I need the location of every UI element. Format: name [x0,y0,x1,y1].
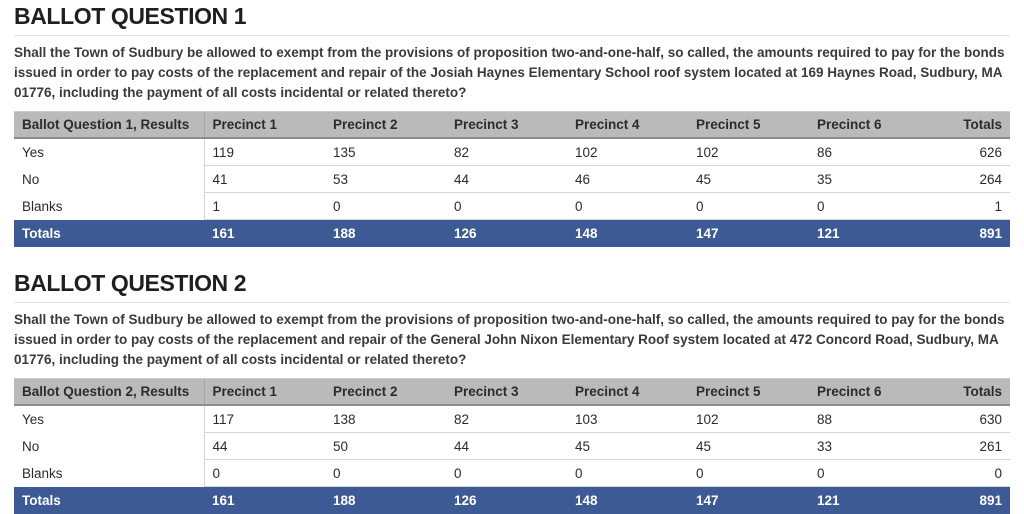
totals-row-label: Totals [14,220,204,248]
column-header-precinct-2: Precinct 2 [325,112,446,139]
table-row-yes [14,138,1010,166]
row-label: Yes [14,405,204,433]
totals-cell: 161 [204,220,325,248]
totals-cell: 161 [204,487,325,514]
table-header-row [14,379,1010,406]
table-cell: 44 [446,433,567,460]
column-header-results: Ballot Question 2, Results [14,379,204,406]
table-cell: 44 [446,166,567,193]
column-header-precinct-6: Precinct 6 [809,379,930,406]
column-header-precinct-5: Precinct 5 [688,112,809,139]
ballot-question-2-section [14,267,1010,514]
ballot-question-1-section [14,0,1010,247]
table-cell: 44 [204,433,325,460]
totals-cell: 126 [446,220,567,248]
totals-cell: 188 [325,220,446,248]
table-header-row [14,112,1010,139]
totals-cell: 148 [567,220,688,248]
table-cell: 0 [325,460,446,487]
totals-cell-grand: 891 [930,487,1010,514]
totals-cell-grand: 891 [930,220,1010,248]
totals-cell: 147 [688,487,809,514]
table-cell-total: 264 [930,166,1010,193]
table-row-yes [14,405,1010,433]
column-header-results: Ballot Question 1, Results [14,112,204,139]
column-header-totals: Totals [930,112,1010,139]
table-cell: 117 [204,405,325,433]
table-cell: 46 [567,166,688,193]
table-cell: 0 [567,460,688,487]
row-label: Blanks [14,193,204,220]
table-cell: 102 [688,138,809,166]
table-cell: 41 [204,166,325,193]
table-cell: 82 [446,405,567,433]
column-header-precinct-4: Precinct 4 [567,112,688,139]
totals-cell: 126 [446,487,567,514]
table-cell-total: 626 [930,138,1010,166]
table-cell: 102 [688,405,809,433]
table-cell: 103 [567,405,688,433]
table-cell: 86 [809,138,930,166]
table-cell: 102 [567,138,688,166]
section-heading: BALLOT QUESTION 1 [14,0,1010,36]
table-cell-total: 0 [930,460,1010,487]
section-heading: BALLOT QUESTION 2 [14,267,1010,303]
table-cell-total: 630 [930,405,1010,433]
table-cell: 0 [204,460,325,487]
table-row-blanks [14,193,1010,220]
table-cell: 45 [688,433,809,460]
column-header-precinct-6: Precinct 6 [809,112,930,139]
table-cell: 82 [446,138,567,166]
table-row-no [14,433,1010,460]
column-header-totals: Totals [930,379,1010,406]
question-text: Shall the Town of Sudbury be allowed to exempt from the provisions of proposition two-and-one-half, so called, the amounts required to pay for the bonds issued in order to pay costs of the replacement and repair of the Josiah Haynes Elementary School roof system located at 169 Haynes Road, Sudbury, MA 01776, including the payment of all costs incidental or related thereto? [14,43,1010,103]
table-totals-row [14,220,1010,248]
column-header-precinct-2: Precinct 2 [325,379,446,406]
row-label: Blanks [14,460,204,487]
table-cell: 35 [809,166,930,193]
question-text: Shall the Town of Sudbury be allowed to exempt from the provisions of proposition two-and-one-half, so called, the amounts required to pay for the bonds issued in order to pay costs of the replacement and repair of the General John Nixon Elementary Roof system located at 472 Concord Road, Sudbury, MA 01776, including the payment of all costs incidental or related thereto? [14,310,1010,370]
totals-cell: 188 [325,487,446,514]
table-cell: 33 [809,433,930,460]
row-label: No [14,433,204,460]
totals-cell: 121 [809,220,930,248]
table-cell-total: 1 [930,193,1010,220]
table-cell: 88 [809,405,930,433]
table-cell: 0 [567,193,688,220]
column-header-precinct-1: Precinct 1 [204,379,325,406]
results-table-question-1 [14,111,1010,247]
row-label: Yes [14,138,204,166]
column-header-precinct-5: Precinct 5 [688,379,809,406]
table-cell: 0 [325,193,446,220]
table-cell: 50 [325,433,446,460]
table-cell: 53 [325,166,446,193]
table-cell: 138 [325,405,446,433]
table-row-no [14,166,1010,193]
table-cell: 0 [688,193,809,220]
table-cell: 0 [446,460,567,487]
totals-cell: 147 [688,220,809,248]
totals-row-label: Totals [14,487,204,514]
table-cell: 0 [688,460,809,487]
table-cell: 0 [809,460,930,487]
row-label: No [14,166,204,193]
table-cell: 0 [809,193,930,220]
table-cell: 119 [204,138,325,166]
table-cell: 1 [204,193,325,220]
totals-cell: 148 [567,487,688,514]
table-cell: 135 [325,138,446,166]
table-cell: 45 [567,433,688,460]
results-table-question-2 [14,378,1010,514]
table-cell-total: 261 [930,433,1010,460]
column-header-precinct-3: Precinct 3 [446,112,567,139]
table-row-blanks [14,460,1010,487]
table-cell: 0 [446,193,567,220]
column-header-precinct-3: Precinct 3 [446,379,567,406]
column-header-precinct-1: Precinct 1 [204,112,325,139]
table-totals-row [14,487,1010,514]
totals-cell: 121 [809,487,930,514]
column-header-precinct-4: Precinct 4 [567,379,688,406]
table-cell: 45 [688,166,809,193]
